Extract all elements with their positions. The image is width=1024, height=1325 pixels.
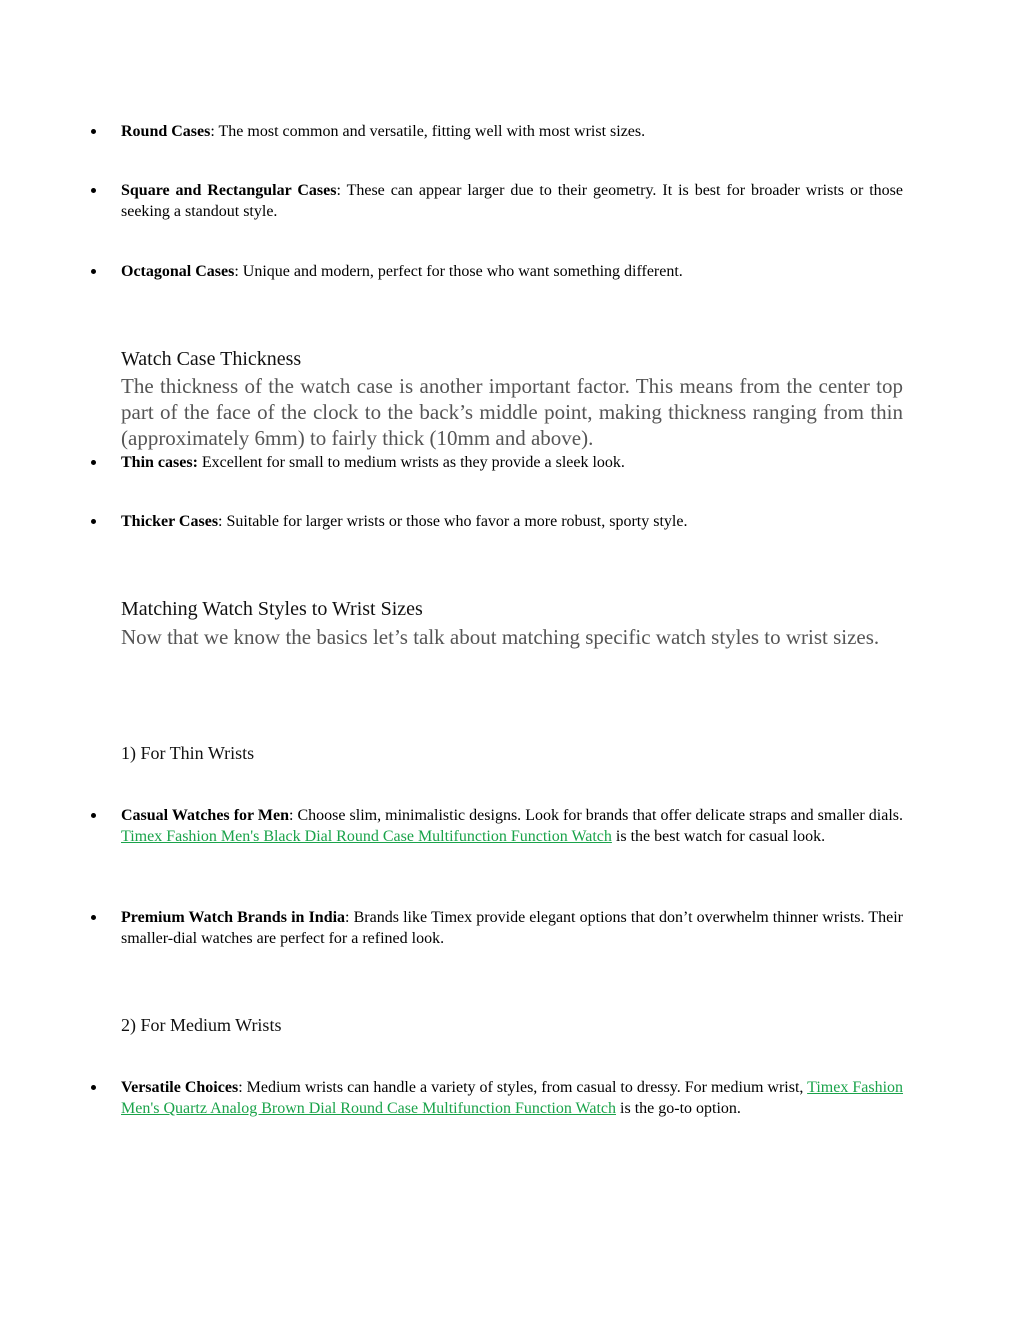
bullet-label: Thin cases: [121,454,198,471]
heading-matching-watch-styles: Matching Watch Styles to Wrist Sizes [121,598,423,620]
bullet-round-cases [121,121,903,142]
bullet-label: Octagonal Cases [121,263,235,280]
bullet-square-rectangular-cases [121,180,903,222]
subheading-thin-wrists: 1) For Thin Wrists [121,743,255,763]
bullet-text: is the best watch for casual look. [611,828,826,845]
bullet-label: Premium Watch Brands in India [121,909,346,926]
bullet-versatile-choices [121,1077,903,1119]
bullet-thin-cases [121,452,903,473]
bullet-label: Square and Rectangular Cases [121,182,337,199]
subheading-medium-wrists: 2) For Medium Wrists [121,1015,282,1035]
bullet-text: : Unique and modern, perfect for those who want something different. [234,263,683,280]
link-timex-brown-dial-watch[interactable]: Timex Fashion Men's Quartz Analog Brown Dial Round Case Multifunction Function Watch [121,1079,904,1117]
bullet-label: Versatile Choices [121,1079,239,1096]
bullet-text: : The most common and versatile, fitting well with most wrist sizes. [210,123,646,140]
bullet-thicker-cases [121,511,903,532]
bullet-text: is the go-to option. [616,1100,741,1117]
bullet-text: Excellent for small to medium wrists as they provide a sleek look. [197,454,625,471]
bullet-text: : Choose slim, minimalistic designs. Look for brands that offer delicate straps and smaller dials. [289,807,904,824]
bullet-text: : Brands like Timex provide elegant options that don’t overwhelm thinner wrists. Their smaller-dial watches are perfect for a refined look. [121,909,903,947]
thickness-paragraph: The thickness of the watch case is another important factor. This means from the center top part of the face of the clock to the back’s middle point, making thickness ranging from thin (approximately 6mm) to fairly thick (10mm and above). [121,374,903,450]
bullet-premium-watch-brands [121,907,903,949]
bullet-text: : Medium wrists can handle a variety of styles, from casual to dressy. For medium wrist, [238,1079,808,1096]
bullet-text: : These can appear larger due to their geometry. It is best for broader wrists or those seeking a standout style. [121,182,903,220]
matching-paragraph: Now that we know the basics let’s talk about matching specific watch styles to wrist sizes. [121,625,880,649]
link-timex-black-dial-watch[interactable]: Timex Fashion Men's Black Dial Round Case Multifunction Function Watch [121,828,612,845]
bullet-label: Thicker Cases [121,513,219,530]
bullet-octagonal-cases [121,261,903,282]
bullet-casual-watches [121,805,903,847]
bullet-label: Round Cases [121,123,211,140]
bullet-text: : Suitable for larger wrists or those who favor a more robust, sporty style. [218,513,688,530]
bullet-label: Casual Watches for Men [121,807,289,824]
heading-watch-case-thickness: Watch Case Thickness [121,348,302,370]
